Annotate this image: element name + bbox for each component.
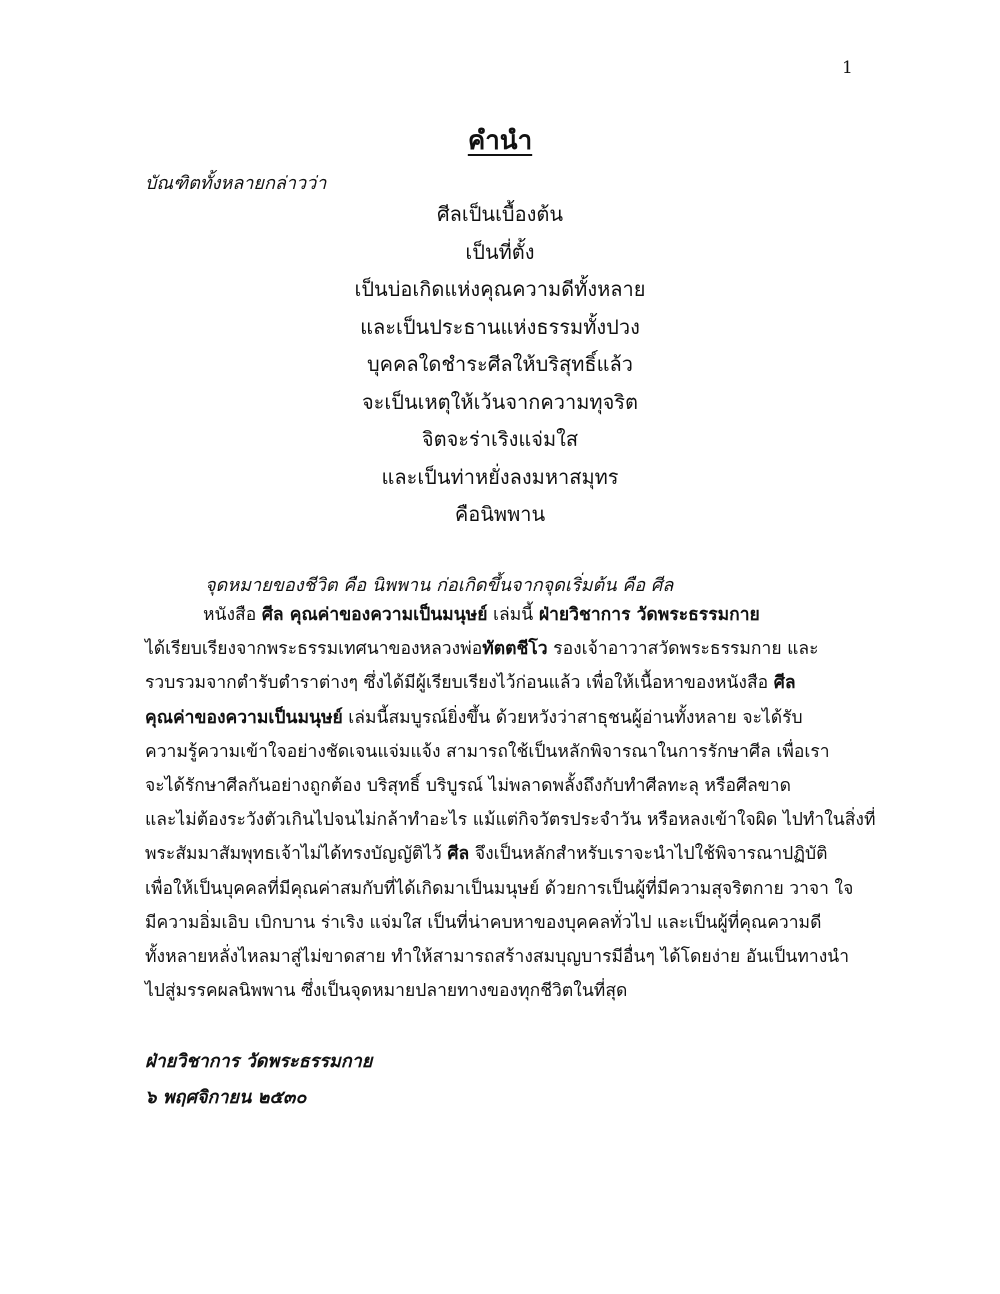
signature-date: ๖ พฤศจิกายน ๒๕๓๐ [145,1087,307,1108]
paragraph-line [145,666,857,700]
verse-line: ศีลเป็นเบื้องต้น [436,202,564,226]
monk-name: ทัตตชีโว [482,639,548,660]
paragraph-line [145,632,857,666]
verse-line: และเป็นท่าหยั่งลงมหาสมุทร [381,464,619,489]
verse-block [0,196,1000,534]
paragraph-line: จะได้รักษาศีลกันอย่างถูกต้อง บริสุทธิ์ บริบูรณ์ ไม่พลาดพลั้งถึงกับทำศีลทะลุ หรือศีลขาด [145,775,791,796]
goal-line: จุดหมายของชีวิต คือ นิพพาน ก่อเกิดขึ้นจากจุดเริ่มต้น คือ ศีล [205,575,674,596]
text-run: รองเจ้าอาวาสวัดพระธรรมกาย และ [547,639,819,660]
verse-line: และเป็นประธานแห่งธรรมทั้งปวง [360,314,640,339]
paragraph-line: และไม่ต้องระวังตัวเกินไปจนไม่กล้าทำอะไร แม้แต่กิจวัตรประจำวัน หรือหลงเข้าใจผิด ไปทำในสิ่งที่ [145,810,876,831]
book-title: คุณค่าของความเป็นมนุษย์ [145,707,343,728]
intro-line: บัณฑิตทั้งหลายกล่าวว่า [145,173,327,194]
paragraph-line: มีความอิ่มเอิบ เบิกบาน ร่าเริง แจ่มใส เป็นที่น่าคบหาของบุคคลทั่วไป และเป็นผู้ที่คุณความดี [145,912,822,933]
page-number: 1 [842,58,853,78]
verse-line: เป็นบ่อเกิดแห่งคุณความดีทั้งหลาย [354,277,646,301]
paragraph-line: ไปสู่มรรคผลนิพพาน ซึ่งเป็นจุดหมายปลายทางของทุกชีวิตในที่สุด [145,981,628,1002]
page-title [0,120,1000,161]
paragraph-line [145,837,857,871]
book-title: ศีล [773,673,796,694]
verse-line: จะเป็นเหตุให้เว้นจากความทุจริต [361,389,639,414]
verse-line: คือนิพพาน [454,502,546,526]
paragraph-line [145,701,857,735]
text-run: เล่มนี้สมบูรณ์ยิ่งขึ้น ด้วยหวังว่าสาธุชนผู้อ่านทั้งหลาย จะได้รับ [342,707,803,728]
paragraph-line: ทั้งหลายหลั่งไหลมาสู่ไม่ขาดสาย ทำให้สามารถสร้างสมบุญบารมีอื่นๆ ได้โดยง่าย อันเป็นทางนำ [145,946,850,967]
paragraph-line: เพื่อให้เป็นบุคคลที่มีคุณค่าสมกับที่ได้เกิดมาเป็นมนุษย์ ด้วยการเป็นผู้ที่มีความสุจริตกาย วาจา ใจ [145,878,854,899]
text-run: หนังสือ [203,605,262,625]
body-paragraph [145,598,876,1008]
paragraph-line: ความรู้ความเข้าใจอย่างชัดเจนแจ่มแจ้ง สามารถใช้เป็นหลักพิจารณาในการรักษาศีล เพื่อเรา [145,741,830,762]
text-run: จึงเป็นหลักสำหรับเราจะนำไปใช้พิจารณาปฏิบัติ [469,844,828,865]
book-title: ศีล คุณค่าของความเป็นมนุษย์ [261,605,488,625]
keyword: ศีล [447,844,470,865]
verse-line: บุคคลใดชำระศีลให้บริสุทธิ์แล้ว [366,352,634,376]
author-name: ฝ่ายวิชาการ วัดพระธรรมกาย [538,605,760,625]
text-run: ได้เรียบเรียงจากพระธรรมเทศนาของหลวงพ่อ [145,639,483,660]
text-run: รวบรวมจากตำรับตำราต่างๆ ซึ่งได้มีผู้เรียบเรียงไว้ก่อนแล้ว เพื่อให้เนื้อหาของหนังสือ [145,673,774,694]
page-title-text: คำนำ [467,126,533,156]
text-run: เล่มนี้ [487,605,539,625]
text-run: พระสัมมาสัมพุทธเจ้าไม่ได้ทรงบัญญัติไว้ [145,844,448,865]
verse-line: เป็นที่ตั้ง [465,239,535,264]
paragraph-line [145,598,857,632]
verse-line: จิตจะร่าเริงแจ่มใส [421,427,579,451]
signature-org: ฝ่ายวิชาการ วัดพระธรรมกาย [145,1051,373,1072]
